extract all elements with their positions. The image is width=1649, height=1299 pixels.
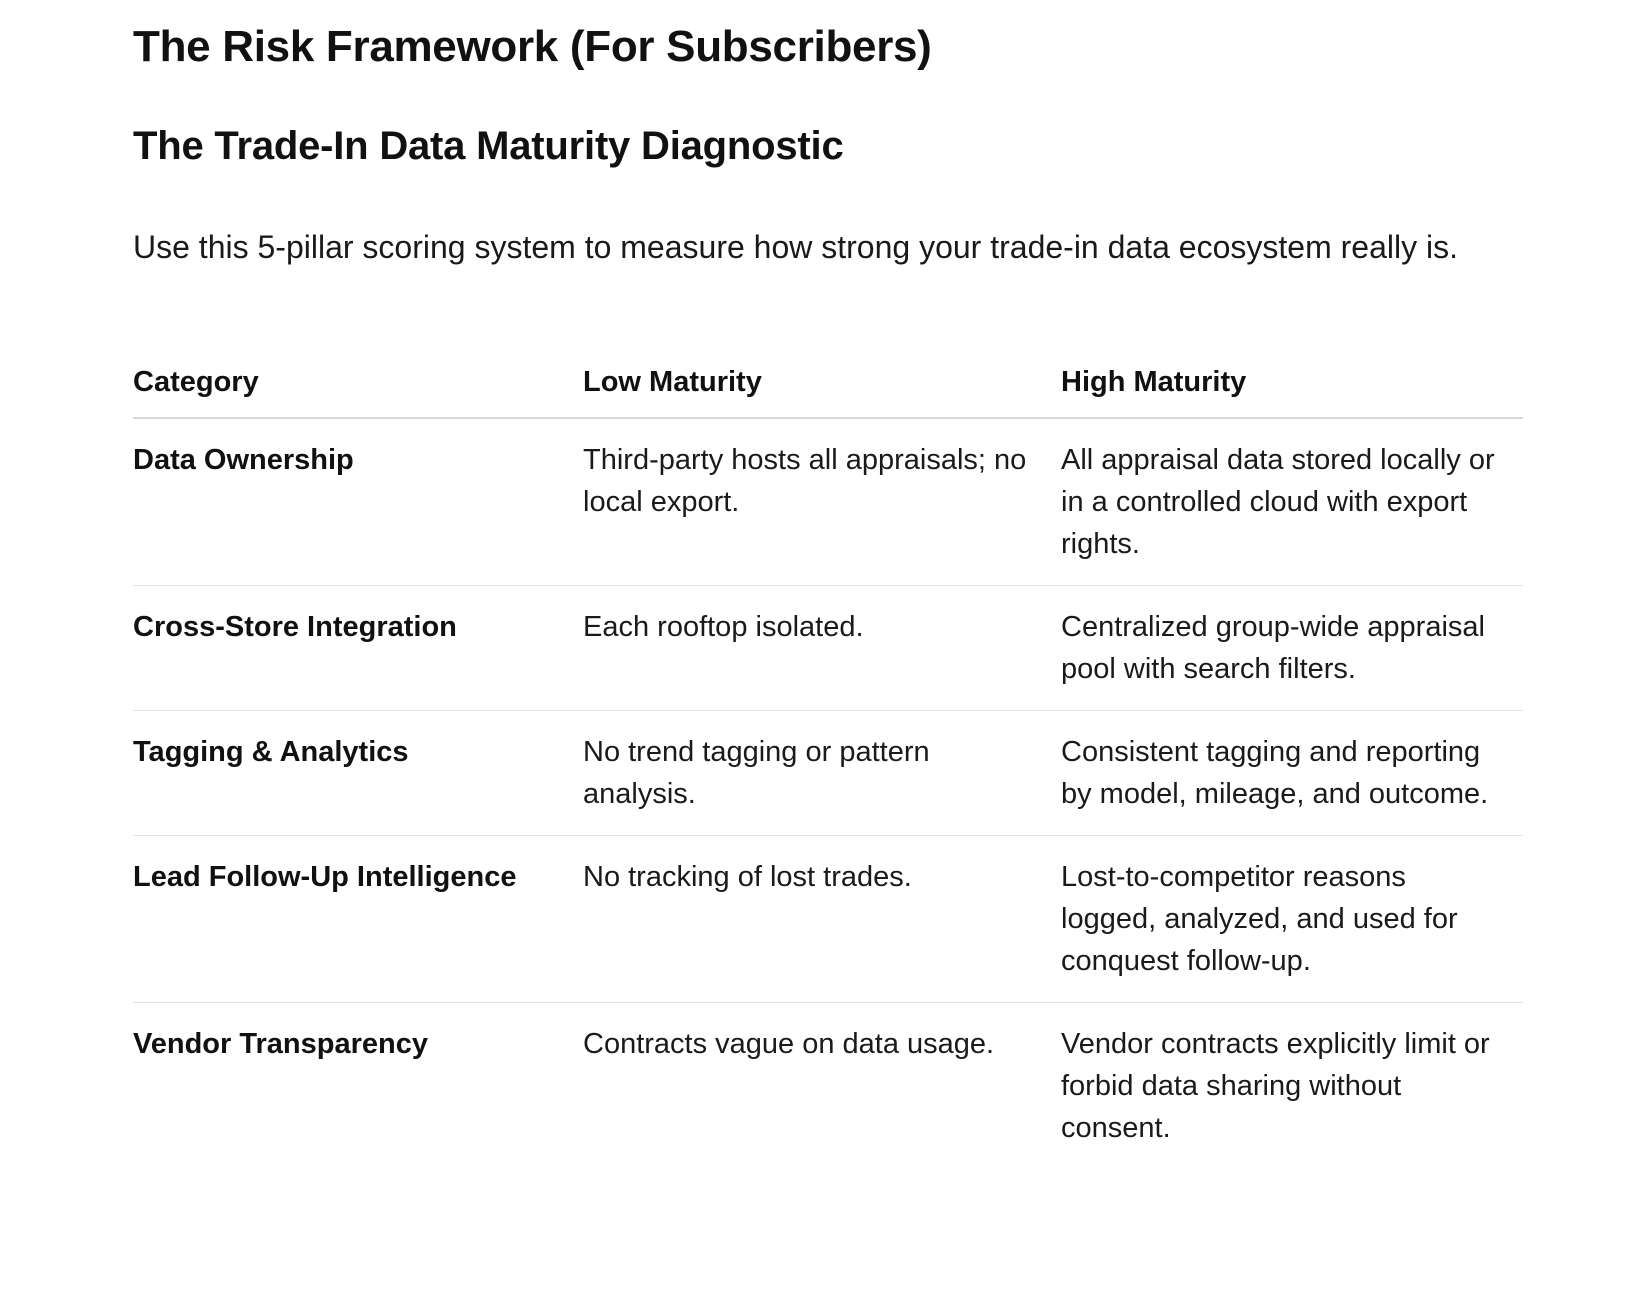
table-header-row — [133, 360, 1523, 418]
column-header-low-maturity: Low Maturity — [583, 360, 1061, 418]
intro-paragraph: Use this 5-pillar scoring system to measure how strong your trade-in data ecosystem really is. — [133, 229, 1458, 265]
table-row — [133, 586, 1523, 711]
table-row — [133, 711, 1523, 836]
category-cell: Vendor Transparency — [133, 1028, 428, 1060]
category-cell: Lead Follow-Up Intelligence — [133, 836, 583, 1003]
column-header-category: Category — [133, 360, 583, 418]
category-cell: Data Ownership — [133, 418, 583, 586]
high-maturity-cell: Consistent tagging and reporting by model, mileage, and outcome. — [1061, 711, 1523, 836]
section-title: The Trade-In Data Maturity Diagnostic — [133, 124, 844, 168]
low-maturity-cell: No trend tagging or pattern analysis. — [583, 711, 1061, 836]
high-maturity-cell: Lost-to-competitor reasons logged, analyzed, and used for conquest follow-up. — [1061, 836, 1523, 1003]
column-header-high-maturity: High Maturity — [1061, 360, 1523, 418]
category-cell: Tagging & Analytics — [133, 711, 583, 836]
high-maturity-cell: All appraisal data stored locally or in a controlled cloud with export rights. — [1061, 418, 1523, 586]
page-title: The Risk Framework (For Subscribers) — [133, 22, 932, 71]
low-maturity-cell: No tracking of lost trades. — [583, 836, 1061, 1003]
table-row — [133, 1003, 1523, 1170]
category-cell: Cross-Store Integration — [133, 586, 583, 711]
high-maturity-cell: Vendor contracts explicitly limit or forbid data sharing without consent. — [1061, 1028, 1490, 1144]
maturity-table — [133, 360, 1523, 1169]
low-maturity-cell: Each rooftop isolated. — [583, 586, 1061, 711]
high-maturity-cell: Centralized group-wide appraisal pool with search filters. — [1061, 586, 1523, 711]
table-row — [133, 836, 1523, 1003]
low-maturity-cell: Contracts vague on data usage. — [583, 1028, 995, 1060]
table-row — [133, 418, 1523, 586]
low-maturity-cell: Third-party hosts all appraisals; no local export. — [583, 418, 1061, 586]
